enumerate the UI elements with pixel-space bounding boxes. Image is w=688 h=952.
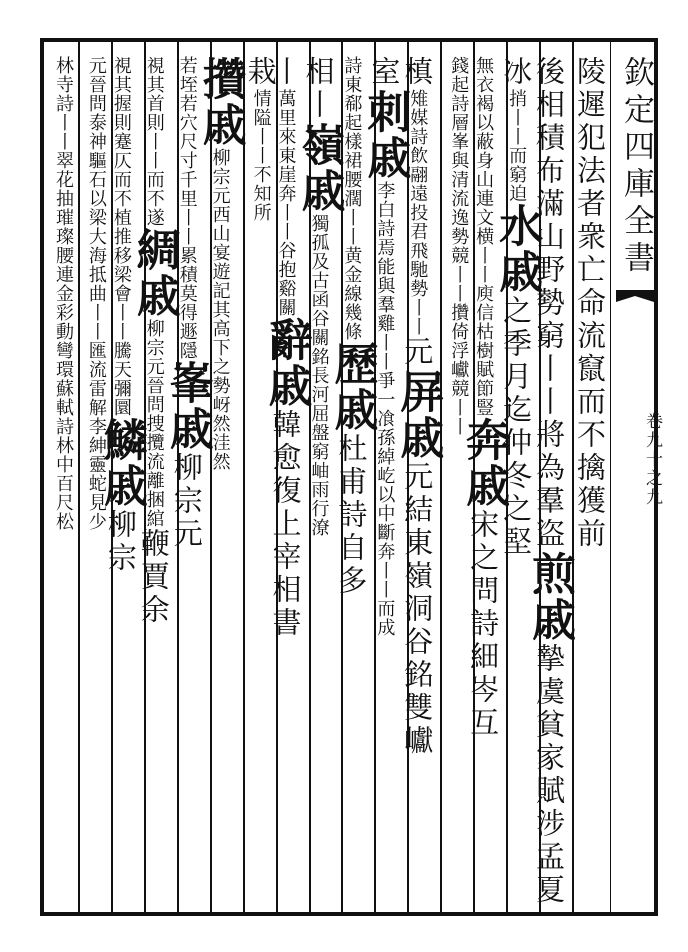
text-segment: 相丨 xyxy=(301,56,336,122)
text-segment: 宋之問詩細岑互 xyxy=(466,509,501,740)
text-column xyxy=(326,56,378,908)
text-column xyxy=(50,56,77,908)
heading-glyph: 戚 xyxy=(491,249,543,295)
text-segment: 林寺詩丨丨翠花抽璀璨腰連金彩動彎環蘇軾詩林中百尺松 xyxy=(52,56,74,531)
heading-glyph: 煎 xyxy=(524,551,576,597)
text-column xyxy=(392,56,444,908)
heading-glyph: 峯 xyxy=(161,360,213,406)
heading-glyph: 鱗 xyxy=(95,417,147,463)
text-segment: 屹以中斷奔丨丨而成 xyxy=(374,466,396,637)
heading-glyph: 戚 xyxy=(194,102,246,148)
text-segment: 庾信枯樹賦節豎 xyxy=(473,284,495,417)
text-column xyxy=(524,56,576,908)
heading-glyph: 奔 xyxy=(458,417,510,463)
text-segment: 李白詩焉能與羣雞丨丨爭一飡孫綽 xyxy=(374,181,396,466)
column-divider xyxy=(440,42,442,912)
text-column xyxy=(128,56,180,908)
text-segment: 柳宗元 xyxy=(169,452,204,551)
text-segment: 無衣褐以蔽身 xyxy=(473,56,495,170)
text-segment: 元結東嶺洞谷銘雙巘 xyxy=(400,461,435,758)
heading-glyph: 辭 xyxy=(260,317,312,363)
heading-glyph: 戚 xyxy=(95,463,147,509)
text-segment: 槙 xyxy=(400,56,435,89)
text-segment: 室 xyxy=(367,56,402,89)
margin-rule xyxy=(610,42,611,912)
text-segment: 山連文横丨丨 xyxy=(473,170,495,284)
text-segment: 摯虞貧家賦涉孟夏 xyxy=(532,643,567,907)
text-segment: 窮岫雨行潦 xyxy=(308,442,330,537)
text-segment: 柳宗元晉問捜攬流離捆綰 xyxy=(143,319,165,528)
text-segment: 捎丨丨而窮迫 xyxy=(506,89,528,203)
text-segment: 若垤若穴尺寸千里丨丨累積莫得遯隱 xyxy=(176,56,198,360)
text-segment: 後相積布滿山野勢窮丨丨將為羣盜 xyxy=(532,56,567,551)
heading-glyph: 戚 xyxy=(359,135,411,181)
text-segment: 冰 xyxy=(499,56,534,89)
heading-glyph: 攢 xyxy=(194,56,246,102)
text-segment: 陵遲犯法者衆亡命流竄而不擒獲前 xyxy=(572,56,607,551)
text-segment: 獨孤及古函谷關銘長河屈盤 xyxy=(308,214,330,442)
text-column xyxy=(161,56,213,908)
text-column xyxy=(572,56,607,908)
text-segment: 韓愈復上宰相書 xyxy=(268,409,303,640)
heading-glyph: 戚 xyxy=(128,273,180,319)
text-segment: 詩東郗起樣裙腰濶丨丨黄金線幾條 xyxy=(341,56,363,341)
text-segment: 之季月迄仲冬之堅 xyxy=(499,295,534,559)
text-segment: 杜甫詩自多 xyxy=(334,433,369,598)
text-segment: 情隘丨丨不知所 xyxy=(250,89,272,222)
heading-glyph: 戚 xyxy=(458,463,510,509)
heading-glyph: 戚 xyxy=(524,597,576,643)
heading-glyph: 戚 xyxy=(260,363,312,409)
text-segment: 雉媒詩飲翮遠投君飛馳勢丨丨 xyxy=(407,89,429,336)
text-segment: 元 xyxy=(400,336,435,369)
heading-glyph: 水 xyxy=(491,203,543,249)
text-segment: 元晉問泰神驅石以梁大海抵曲丨丨匯流雷解李紳靈蛇見少 xyxy=(85,56,107,531)
heading-glyph: 戚 xyxy=(293,168,345,214)
volume-label: 卷九十之九 xyxy=(642,412,662,507)
text-segment: 栽 xyxy=(243,56,278,89)
column-divider xyxy=(78,42,80,912)
text-column xyxy=(445,56,472,908)
text-segment: 柳宗 xyxy=(103,509,138,575)
heading-glyph: 嶺 xyxy=(293,122,345,168)
text-segment: 視其握則蹇仄而不植 xyxy=(110,56,132,227)
text-segment: 視其首則丨丨而不遂 xyxy=(143,56,165,227)
text-column xyxy=(194,56,246,908)
text-segment: 丨 xyxy=(268,56,303,89)
fishtail-mark-icon xyxy=(616,290,654,310)
book-title: 欽定四庫全書 xyxy=(618,56,654,278)
text-segment: 柳宗元西山宴遊記其高下之勢岈然洼然 xyxy=(209,148,231,471)
heading-glyph: 戚 xyxy=(161,406,213,452)
text-column xyxy=(293,56,345,908)
text-segment: 萬里來東崖奔丨丨谷抱谿關 xyxy=(275,89,297,317)
text-segment: 鞭賈余 xyxy=(136,528,171,627)
text-segment: 攢倚浮巘競丨丨 xyxy=(448,303,470,436)
heading-glyph: 戚 xyxy=(326,387,378,433)
heading-glyph: 刺 xyxy=(359,89,411,135)
text-column xyxy=(359,56,411,908)
text-segment: 推移梁會丨丨騰天彌圜 xyxy=(110,227,132,417)
heading-glyph: 歷 xyxy=(326,341,378,387)
heading-glyph: 屏 xyxy=(392,369,444,415)
text-segment: 錢起詩層峯與清流逸勢競丨丨 xyxy=(448,56,470,303)
text-column xyxy=(243,56,278,908)
text-column xyxy=(83,56,110,908)
column-divider xyxy=(243,42,245,912)
heading-glyph: 綢 xyxy=(128,227,180,273)
text-column xyxy=(491,56,543,908)
heading-glyph: 戚 xyxy=(392,415,444,461)
